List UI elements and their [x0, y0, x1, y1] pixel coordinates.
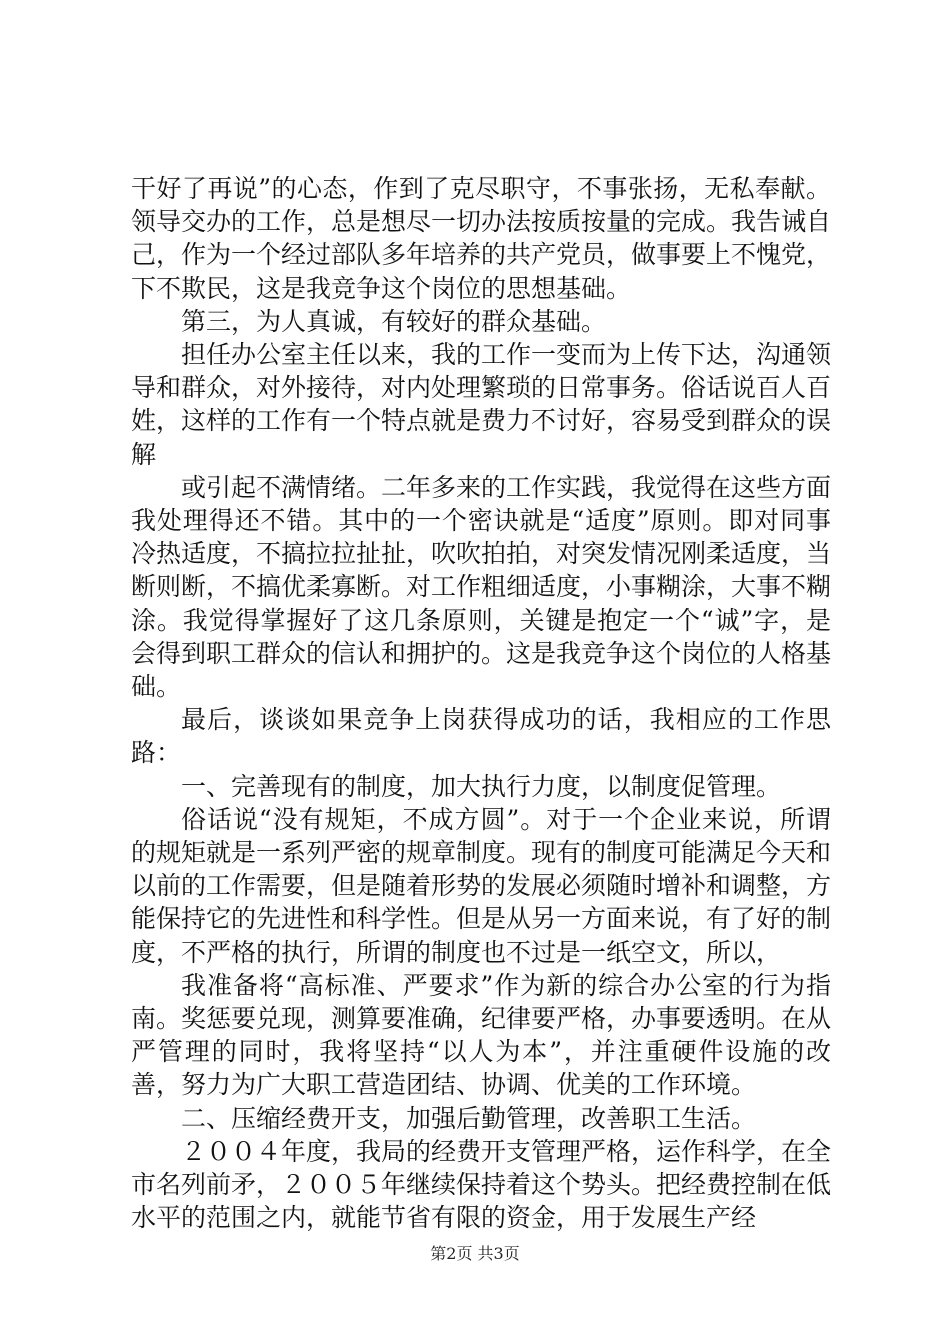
paragraph: 俗话说“没有规矩，不成方圆”。对于一个企业来说，所谓的规矩就是一系列严密的规章制度。现有的制度可能满足今天和以前的工作需要，但是随着形势的发展必须随时增补和调整，方能保持它的先进性和科学性。但是从另一方面来说，有了好的制度，不严格的执行，所谓的制度也不过是一纸空文，所以， — [131, 804, 832, 967]
paragraph: 最后，谈谈如果竞争上岗获得成功的话，我相应的工作思路： — [131, 705, 831, 768]
paragraph: 担任办公室主任以来，我的工作一变而为上传下达，沟通领导和群众，对外接待，对内处理繁琐的日常事务。俗话说百人百姓，这样的工作有一个特点就是费力不讨好，容易受到群众的误解 — [131, 340, 832, 469]
paragraph: 一、完善现有的制度，加大执行力度，以制度促管理。 — [181, 771, 782, 801]
document-body — [131, 172, 831, 1235]
paragraph: ２００４年度，我局的经费开支管理严格，运作科学，在全市名列前矛，２００５年继续保持着这个势头。把经费控制在低水平的范围之内，就能节省有限的资金，用于发展生产经 — [131, 1136, 832, 1233]
paragraph: 二、压缩经费开支，加强后勤管理，改善职工生活。 — [181, 1103, 757, 1133]
paragraph: 干好了再说”的心态，作到了克尽职守，不事张扬，无私奉献。领导交办的工作，总是想尽一切办法按质按量的完成。我告诫自己，作为一个经过部队多年培养的共产党员，做事要上不愧党，下不欺民，这是我竞争这个岗位的思想基础。 — [131, 174, 832, 303]
paragraph: 或引起不满情绪。二年多来的工作实践，我觉得在这些方面我处理得还不错。其中的一个密诀就是“适度”原则。即对同事冷热适度，不搞拉拉扯扯，吹吹拍拍，对突发情况刚柔适度，当断则断，不搞优柔寡断。对工作粗细适度，小事糊涂，大事不糊涂。我觉得掌握好了这几条原则，关键是抱定一个“诚”字，是会得到职工群众的信认和拥护的。这是我竞争这个岗位的人格基础。 — [131, 472, 832, 702]
paragraph: 我准备将“高标准、严要求”作为新的综合办公室的行为指南。奖惩要兑现，测算要准确，纪律要严格，办事要透明。在从严管理的同时，我将坚持“以人为本”，并注重硬件设施的改善，努力为广大职工营造团结、协调、优美的工作环境。 — [131, 970, 832, 1100]
paragraph: 第三，为人真诚，有较好的群众基础。 — [181, 306, 607, 336]
page-footer: 第2页 共3页 — [430, 1244, 520, 1263]
